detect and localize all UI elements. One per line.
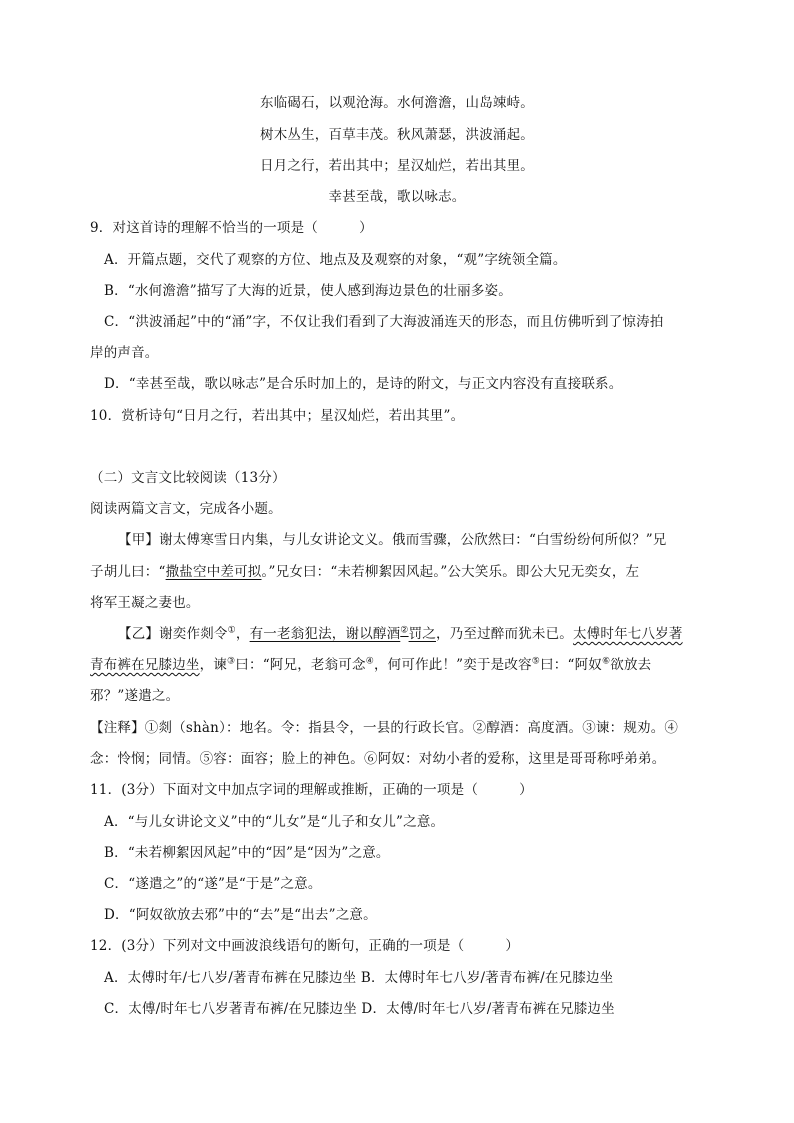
question-11-option-c: C．“遂遣之”的“遂”是“于是”之意。 (104, 876, 322, 892)
question-12-stem: 12．(3分）下列对文中画波浪线语句的断句，正确的一项是（ ） (90, 938, 520, 954)
section-heading: （二）文言文比较阅读（13分） (90, 470, 286, 486)
poem-line-2: 树木丛生，百草丰茂。秋风萧瑟，洪波涌起。 (260, 127, 534, 143)
poem-line-3: 日月之行，若出其中；星汉灿烂，若出其里。 (260, 158, 534, 174)
question-12-options-cd: C．太傅/时年七八岁著青布裤/在兄膝边坐 D．太傅/时年七八岁/著青布裤在兄膝边坐 (104, 1001, 615, 1017)
passage-b-line-2 (90, 655, 651, 675)
question-9-stem: 9．对这首诗的理解不恰当的一项是（ ） (90, 220, 373, 236)
question-9-option-b: B．“水何澹澹”描写了大海的近景，使人感到海边景色的壮丽多姿。 (104, 283, 512, 299)
note-marker: ① (227, 625, 236, 636)
poem-line-4: 幸甚至哉，歌以咏志。 (328, 189, 466, 205)
note-marker: ④ (365, 656, 374, 667)
passage-a-line-1: 【甲】谢太傅寒雪日内集，与儿女讲论文义。俄而雪骤，公欣然曰：“白雪纷纷何所似？”兄 (118, 532, 667, 548)
note-marker: ③ (227, 656, 236, 667)
underlined-phrase: 有一老翁犯法，谢以醇酒 (249, 626, 401, 642)
question-9-option-d: D．“幸甚至哉，歌以咏志”是合乐时加上的，是诗的附文，与正文内容没有直接联系。 (104, 376, 623, 392)
notes-line-2: 念：怜悯；同情。⑤容：面容；脸上的神色。⑥阿奴：对幼小者的爱称，这里是哥哥称呼弟弟。 (90, 751, 666, 767)
note-marker: ⑥ (601, 656, 611, 667)
section-instruction: 阅读两篇文言文，完成各小题。 (90, 501, 282, 517)
passage-b-line-1 (118, 624, 683, 644)
underlined-phrase: 罚之 (408, 626, 436, 642)
question-11-option-d: D．“阿奴欲放去邪”中的“去”是“出去”之意。 (104, 907, 377, 923)
question-9-option-a: A．开篇点题，交代了观察的方位、地点及及观察的对象，“观”字统领全篇。 (104, 252, 567, 268)
passage-b-text: ，乃至过醉而犹未已。 (435, 626, 573, 642)
passage-b-text: 【乙】谢奕作剡令 (118, 626, 228, 642)
passage-a-line-3: 将军王凝之妻也。 (90, 595, 200, 611)
wavy-underlined-phrase: 青布裤在兄膝边坐 (90, 657, 200, 673)
note-marker: ⑤ (531, 656, 541, 667)
poem-line-1: 东临碣石，以观沧海。水何澹澹，山岛竦峙。 (260, 95, 534, 111)
passage-b-text: ， (235, 626, 250, 642)
underlined-phrase: 撒盐空中差可拟 (165, 564, 262, 580)
question-11-option-b: B．“未若柳絮因风起”中的“因”是“因为”之意。 (104, 845, 390, 861)
question-11-option-a: A．“与儿女讲论文义”中的“儿女”是“儿子和女儿”之意。 (104, 814, 445, 830)
note-marker: ② (400, 625, 409, 636)
question-9-option-c-cont: 岸的声音。 (90, 345, 159, 361)
question-10-stem: 10．赏析诗句“日月之行，若出其中；星汉灿烂，若出其里”。 (90, 408, 465, 424)
passage-a-line-2 (90, 562, 639, 582)
passage-b-text: 欲放去 (610, 657, 652, 673)
question-9-option-c: C．“洪波涌起”中的“涌”字，不仅让我们看到了大海波涌连天的形态，而且仿佛听到了惊涛拍 (104, 314, 664, 330)
notes-line-1: 【注释】①剡（shàn）：地名。令：指县令，一县的行政长官。②醇酒：高度酒。③谏：规劝。④ (90, 720, 679, 736)
passage-a-text: 。”兄女曰：“未若柳絮因风起。”公大笑乐。即公大兄无奕女，左 (261, 564, 640, 580)
passage-b-text: 曰：“阿奴 (540, 657, 602, 673)
question-11-stem: 11．(3分）下面对文中加点字词的理解或推断，正确的一项是（ ） (90, 782, 533, 798)
wavy-underlined-phrase: 太傅时年七八岁著 (572, 626, 683, 642)
passage-b-line-3: 邪？”遂遣之。 (90, 688, 180, 704)
passage-b-text: 曰：“阿兄，老翁可念 (235, 657, 366, 673)
passage-a-text: 子胡儿曰：“ (90, 564, 166, 580)
passage-b-text: ，谏 (199, 657, 228, 673)
question-12-options-ab: A．太傅时年/七八岁/著青布裤在兄膝边坐 B．太傅时年七八岁/著青布裤/在兄膝边坐 (104, 970, 614, 986)
passage-b-text: ，何可作此！”奕于是改容 (373, 657, 532, 673)
